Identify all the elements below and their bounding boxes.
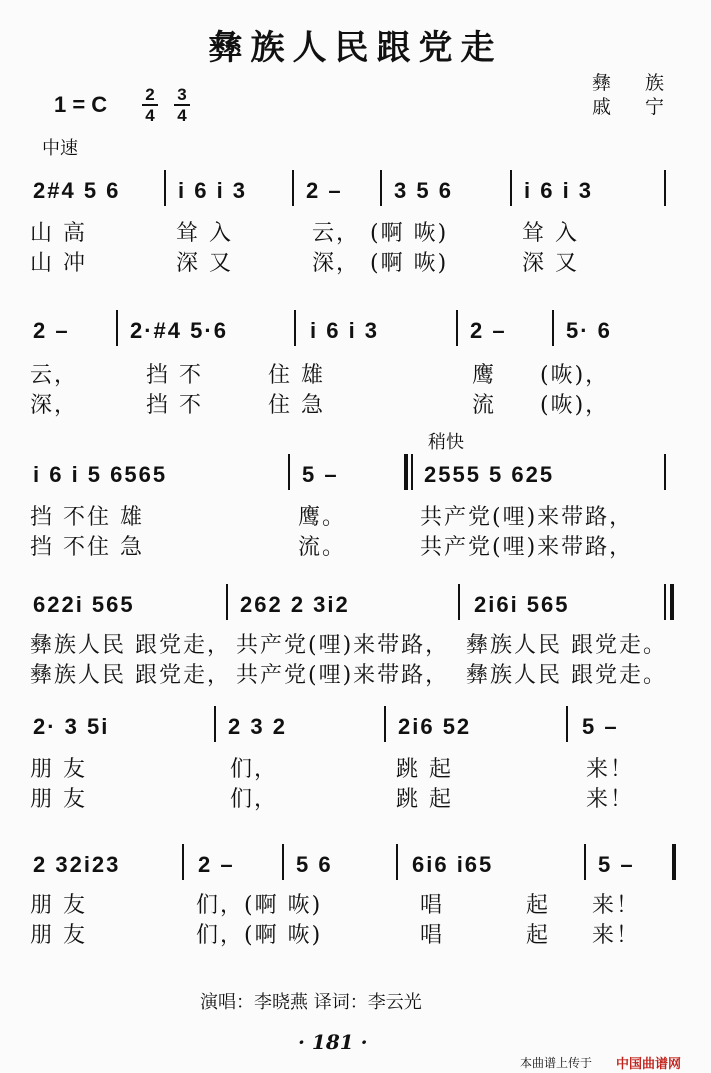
lyric-s2-l2: 深， bbox=[30, 393, 79, 418]
lyric-s1-l1: (啊 咴) bbox=[370, 221, 449, 246]
notes-s5-m4: 5 – bbox=[582, 714, 619, 739]
credit-name: 戚 宁 bbox=[592, 96, 679, 118]
lyric-s6-l1: 们，(啊 咴) bbox=[196, 893, 323, 918]
notes-s2-m2: 2·#4 5·6 bbox=[130, 318, 228, 343]
notes-s5-m1: 2· 3 5i bbox=[33, 714, 110, 739]
lyric-s1-l1: 山 高 bbox=[30, 221, 87, 246]
lyric-s3-l2: 挡 不住 急 bbox=[30, 535, 144, 560]
lyric-s3-l1: 共产党(哩)来带路， bbox=[420, 505, 634, 530]
notes-s1-m4: 3 5 6 bbox=[394, 178, 453, 203]
lyric-s6-l1: 朋 友 bbox=[30, 893, 87, 918]
barline bbox=[182, 844, 184, 880]
barline bbox=[664, 170, 666, 206]
barline bbox=[456, 310, 458, 346]
lyric-s2-l1: (咴)， bbox=[540, 363, 610, 388]
barline bbox=[552, 310, 554, 346]
lyric-s5-l2: 来！ bbox=[586, 787, 635, 812]
lyric-s2-l1: 鹰 bbox=[472, 363, 497, 388]
barline bbox=[288, 454, 290, 490]
lyric-s6-l1: 起 bbox=[526, 893, 551, 918]
lyric-s4-l2: 彝族人民 跟党走。 bbox=[466, 663, 667, 688]
lyric-s6-l2: 朋 友 bbox=[30, 923, 87, 948]
performer-credits: 演唱：李晓燕 译词：李云光 bbox=[200, 992, 422, 1013]
lyric-s3-l2: 共产党(哩)来带路， bbox=[420, 535, 634, 560]
notes-s4-m2: 262 2 3i2 bbox=[240, 592, 350, 617]
lyric-s5-l1: 朋 友 bbox=[30, 757, 87, 782]
lyric-s1-l1: 云， bbox=[312, 221, 361, 246]
lyric-s4-l2: 彝族人民 跟党走， bbox=[30, 663, 231, 688]
site-logo: 中国曲谱网 bbox=[616, 1056, 682, 1071]
barline bbox=[282, 844, 284, 880]
notes-s2-m3: i 6 i 3 bbox=[310, 318, 380, 343]
lyric-s5-l1: 跳 起 bbox=[396, 757, 453, 782]
notes-s6-m2: 2 – bbox=[198, 852, 235, 877]
credit-ethnicity: 彝 族 bbox=[592, 72, 679, 94]
lyric-s2-l1: 挡 不 bbox=[146, 363, 203, 388]
lyric-s6-l1: 唱 bbox=[420, 893, 445, 918]
key-signature: 1 = C bbox=[54, 92, 108, 117]
page-number: · 181 · bbox=[298, 1030, 368, 1054]
barline bbox=[396, 844, 398, 880]
tempo-moderate: 中速 bbox=[42, 138, 78, 159]
lyric-s2-l1: 住 雄 bbox=[268, 363, 325, 388]
song-title: 彝族人民跟党走 bbox=[208, 28, 503, 68]
notes-s6-m5: 5 – bbox=[598, 852, 635, 877]
time-signature-2-4: 2 4 bbox=[142, 86, 158, 124]
notes-s6-m4: 6i6 i65 bbox=[412, 852, 494, 877]
lyric-s3-l1: 挡 不住 雄 bbox=[30, 505, 144, 530]
notes-s1-m5: i 6 i 3 bbox=[524, 178, 594, 203]
lyric-s6-l1: 来！ bbox=[592, 893, 641, 918]
barline bbox=[458, 584, 460, 620]
repeat-start-barline bbox=[411, 454, 413, 490]
notes-s4-m3: 2i6i 565 bbox=[474, 592, 570, 617]
lyric-s5-l1: 来！ bbox=[586, 757, 635, 782]
lyric-s2-l2: 流 bbox=[472, 393, 497, 418]
lyric-s1-l2: 深 又 bbox=[522, 251, 579, 276]
notes-s1-m3: 2 – bbox=[306, 178, 343, 203]
barline bbox=[294, 310, 296, 346]
lyric-s1-l2: 深， bbox=[312, 251, 361, 276]
repeat-end-barline bbox=[664, 584, 666, 620]
notes-s6-m1: 2 32i23 bbox=[33, 852, 121, 877]
barline bbox=[566, 706, 568, 742]
lyric-s5-l2: 们， bbox=[230, 787, 279, 812]
lyric-s5-l1: 们， bbox=[230, 757, 279, 782]
repeat-end-barline bbox=[670, 584, 674, 620]
upload-note: 本曲谱上传于 bbox=[520, 1056, 593, 1070]
notes-s2-m5: 5· 6 bbox=[566, 318, 612, 343]
lyric-s4-l2: 共产党(哩)来带路， bbox=[236, 663, 450, 688]
barline bbox=[214, 706, 216, 742]
notes-s5-m3: 2i6 52 bbox=[398, 714, 472, 739]
lyric-s3-l1: 鹰。 bbox=[298, 505, 347, 530]
lyric-s4-l1: 彝族人民 跟党走， bbox=[30, 633, 231, 658]
tempo-faster: 稍快 bbox=[428, 432, 464, 453]
notes-s2-m4: 2 – bbox=[470, 318, 507, 343]
barline bbox=[384, 706, 386, 742]
notes-s3-m2: 5 – bbox=[302, 462, 339, 487]
lyric-s5-l2: 朋 友 bbox=[30, 787, 87, 812]
lyric-s3-l2: 流。 bbox=[298, 535, 347, 560]
final-barline bbox=[672, 844, 676, 880]
lyric-s1-l1: 耸 入 bbox=[176, 221, 233, 246]
barline bbox=[164, 170, 166, 206]
barline bbox=[510, 170, 512, 206]
lyric-s2-l2: 挡 不 bbox=[146, 393, 203, 418]
notes-s3-m1: i 6 i 5 6565 bbox=[33, 462, 168, 487]
lyric-s1-l2: 山 冲 bbox=[30, 251, 87, 276]
notes-s6-m3: 5 6 bbox=[296, 852, 333, 877]
barline bbox=[664, 454, 666, 490]
repeat-start-barline bbox=[404, 454, 408, 490]
lyric-s6-l2: 唱 bbox=[420, 923, 445, 948]
barline bbox=[116, 310, 118, 346]
lyric-s1-l1: 耸 入 bbox=[522, 221, 579, 246]
notes-s1-m1: 2#4 5 6 bbox=[33, 178, 121, 203]
time-signature-3-4: 3 4 bbox=[174, 86, 190, 124]
barline bbox=[292, 170, 294, 206]
lyric-s6-l2: 来！ bbox=[592, 923, 641, 948]
lyric-s6-l2: 们，(啊 咴) bbox=[196, 923, 323, 948]
barline bbox=[380, 170, 382, 206]
notes-s1-m2: i 6 i 3 bbox=[178, 178, 248, 203]
lyric-s2-l2: (咴)， bbox=[540, 393, 610, 418]
lyric-s4-l1: 彝族人民 跟党走。 bbox=[466, 633, 667, 658]
lyric-s2-l2: 住 急 bbox=[268, 393, 325, 418]
lyric-s5-l2: 跳 起 bbox=[396, 787, 453, 812]
barline bbox=[584, 844, 586, 880]
notes-s2-m1: 2 – bbox=[33, 318, 70, 343]
lyric-s6-l2: 起 bbox=[526, 923, 551, 948]
lyric-s1-l2: (啊 咴) bbox=[370, 251, 449, 276]
lyric-s2-l1: 云， bbox=[30, 363, 79, 388]
notes-s5-m2: 2 3 2 bbox=[228, 714, 287, 739]
lyric-s4-l1: 共产党(哩)来带路， bbox=[236, 633, 450, 658]
notes-s4-m1: 622i 565 bbox=[33, 592, 135, 617]
lyric-s1-l2: 深 又 bbox=[176, 251, 233, 276]
notes-s3-m3: 2555 5 625 bbox=[424, 462, 555, 487]
barline bbox=[226, 584, 228, 620]
